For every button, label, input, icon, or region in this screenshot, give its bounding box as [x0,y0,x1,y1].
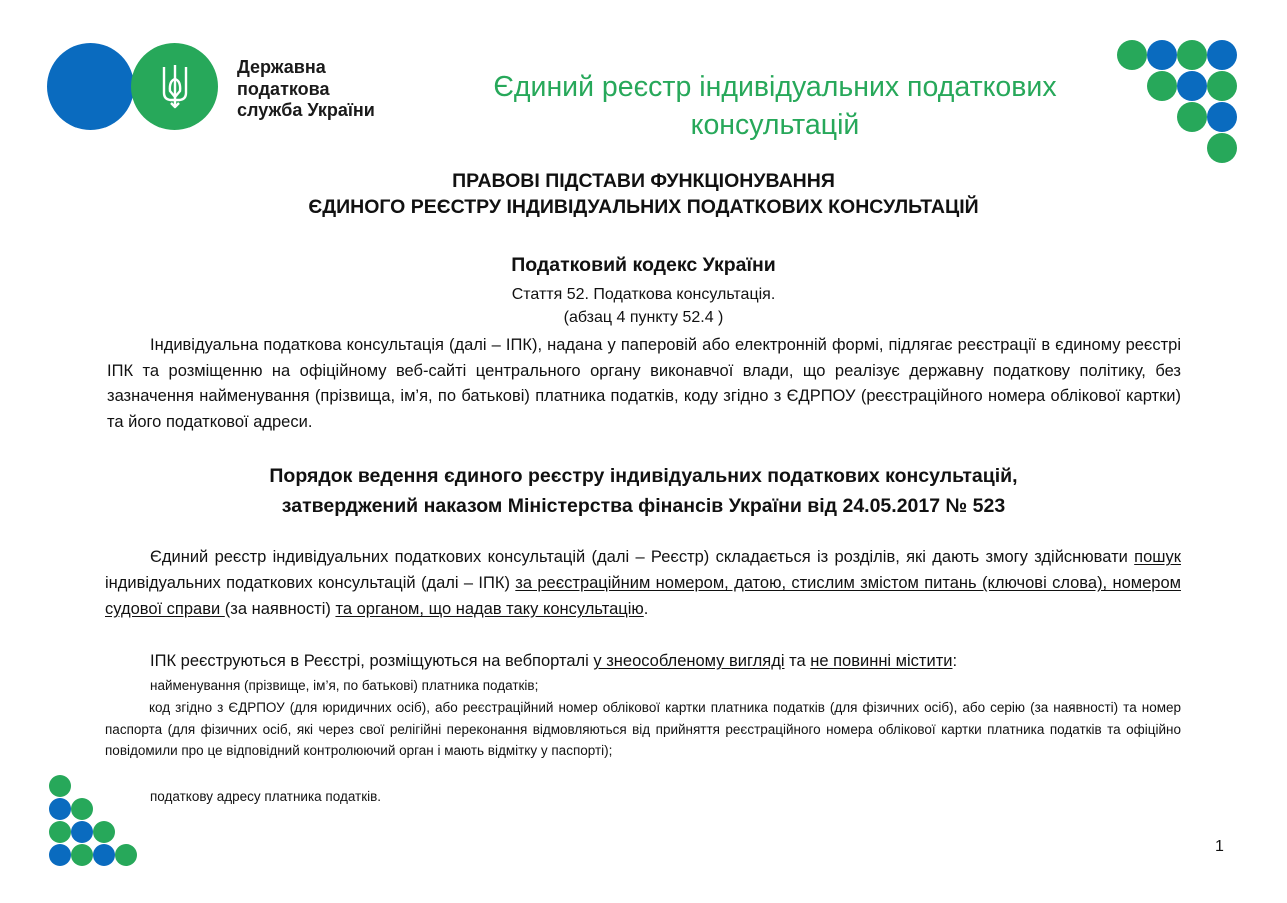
registry-title-line-2: консультацій [690,109,860,141]
text-run: ІПК реєструються в Реєстрі, розміщуються на вебпорталі [150,652,594,670]
anonymization-paragraph [150,649,1180,673]
dot [71,844,93,866]
page-number: 1 [1215,838,1224,855]
text-run: . [643,600,649,618]
dot [1207,102,1237,132]
dot [1177,40,1207,70]
dot [49,775,71,797]
text-run: Єдиний реєстр індивідуальних податкових консультацій (далі – Реєстр) складається із розділів, які дають змогу здійснювати [150,548,1135,566]
dot [1147,71,1177,101]
dot [1117,40,1147,70]
underlined-text: у знеособленому вигляді [593,652,785,670]
main-heading-line-1: ПРАВОВІ ПІДСТАВИ ФУНКЦІОНУВАННЯ [452,170,835,192]
brand-line-2: податкова [237,78,330,99]
underlined-text: за реєстраційним номером, датою, стислим змістом питань (ключові слова), номером судової справи [105,574,1181,618]
registry-order-heading-line-2: затверджений наказом Міністерства фінансів України від 24.05.2017 № 523 [281,495,1006,517]
list-item: найменування (прізвище, ім’я, по батькові) платника податків; [150,678,539,693]
dot [49,798,71,820]
main-heading-line-2: ЄДИНОГО РЕЄСТРУ ІНДИВІДУАЛЬНИХ ПОДАТКОВИХ КОНСУЛЬТАЦІЙ [308,196,979,218]
paragraph-reference: (абзац 4 пункту 52.4 ) [563,309,724,326]
dot [1207,133,1237,163]
registry-sections-paragraph [105,544,1181,622]
registry-title-line-1: Єдиний реєстр індивідуальних податкових [493,71,1057,103]
tax-code-paragraph: Індивідуальна податкова консультація (далі – ІПК), надана у паперовій або електронній формі, підлягає реєстрації в єдиному реєстрі ІПК та розміщенню на офіційному веб-сайті центрального органу виконавчої влади, що реалізує державну податкову політику, без зазначення найменування (прізвища, ім’я, по батькові) платника податків, коду згідно з ЄДРПОУ (реєстраційного номера облікової картки) та його податкової адреси. [107,336,1181,431]
dot [1207,40,1237,70]
dot [1177,102,1207,132]
list-item: код згідно з ЄДРПОУ (для юридичних осіб), або реєстраційний номер облікової картки платника податків (для фізичних осіб), або серію (за наявності) та номер паспорта (для фізичних осіб, які через свої релігійні переконання відмовляються від прийняття реєстраційного номера облікової картки платника податків та офіційно повідомили про це відповідний контролюючий орган і мають відмітку у паспорті); [105,700,1181,758]
underlined-text: не повинні містити [810,652,953,670]
text-run: (за наявності) [224,600,336,618]
dot [49,821,71,843]
dot [1207,71,1237,101]
underlined-text: та органом, що надав таку консультацію [335,600,644,618]
list-item: податкову адресу платника податків. [150,789,382,804]
tax-code-title: Податковий кодекс України [511,254,776,276]
dot [93,844,115,866]
dot [71,798,93,820]
registry-order-heading-line-1: Порядок ведення єдиного реєстру індивідуальних податкових консультацій, [269,465,1018,487]
dot [49,844,71,866]
brand-line-1: Державна [237,57,326,77]
main-heading [0,168,1287,220]
text-run: : [952,652,958,670]
brand-line-3: служба України [237,100,375,120]
dot-pattern-top-right [0,0,1287,170]
dot [1177,71,1207,101]
dot [71,821,93,843]
dot [115,844,137,866]
registry-order-heading [0,461,1287,521]
text-run: індивідуальних податкових консультацій (далі – ІПК) [105,574,516,592]
article-reference: Стаття 52. Податкова консультація. [511,286,776,303]
underlined-text: пошук [1134,548,1181,566]
text-run: та [784,652,811,670]
dot [1147,40,1177,70]
dot [93,821,115,843]
dot-pattern-bottom-left [0,760,160,870]
